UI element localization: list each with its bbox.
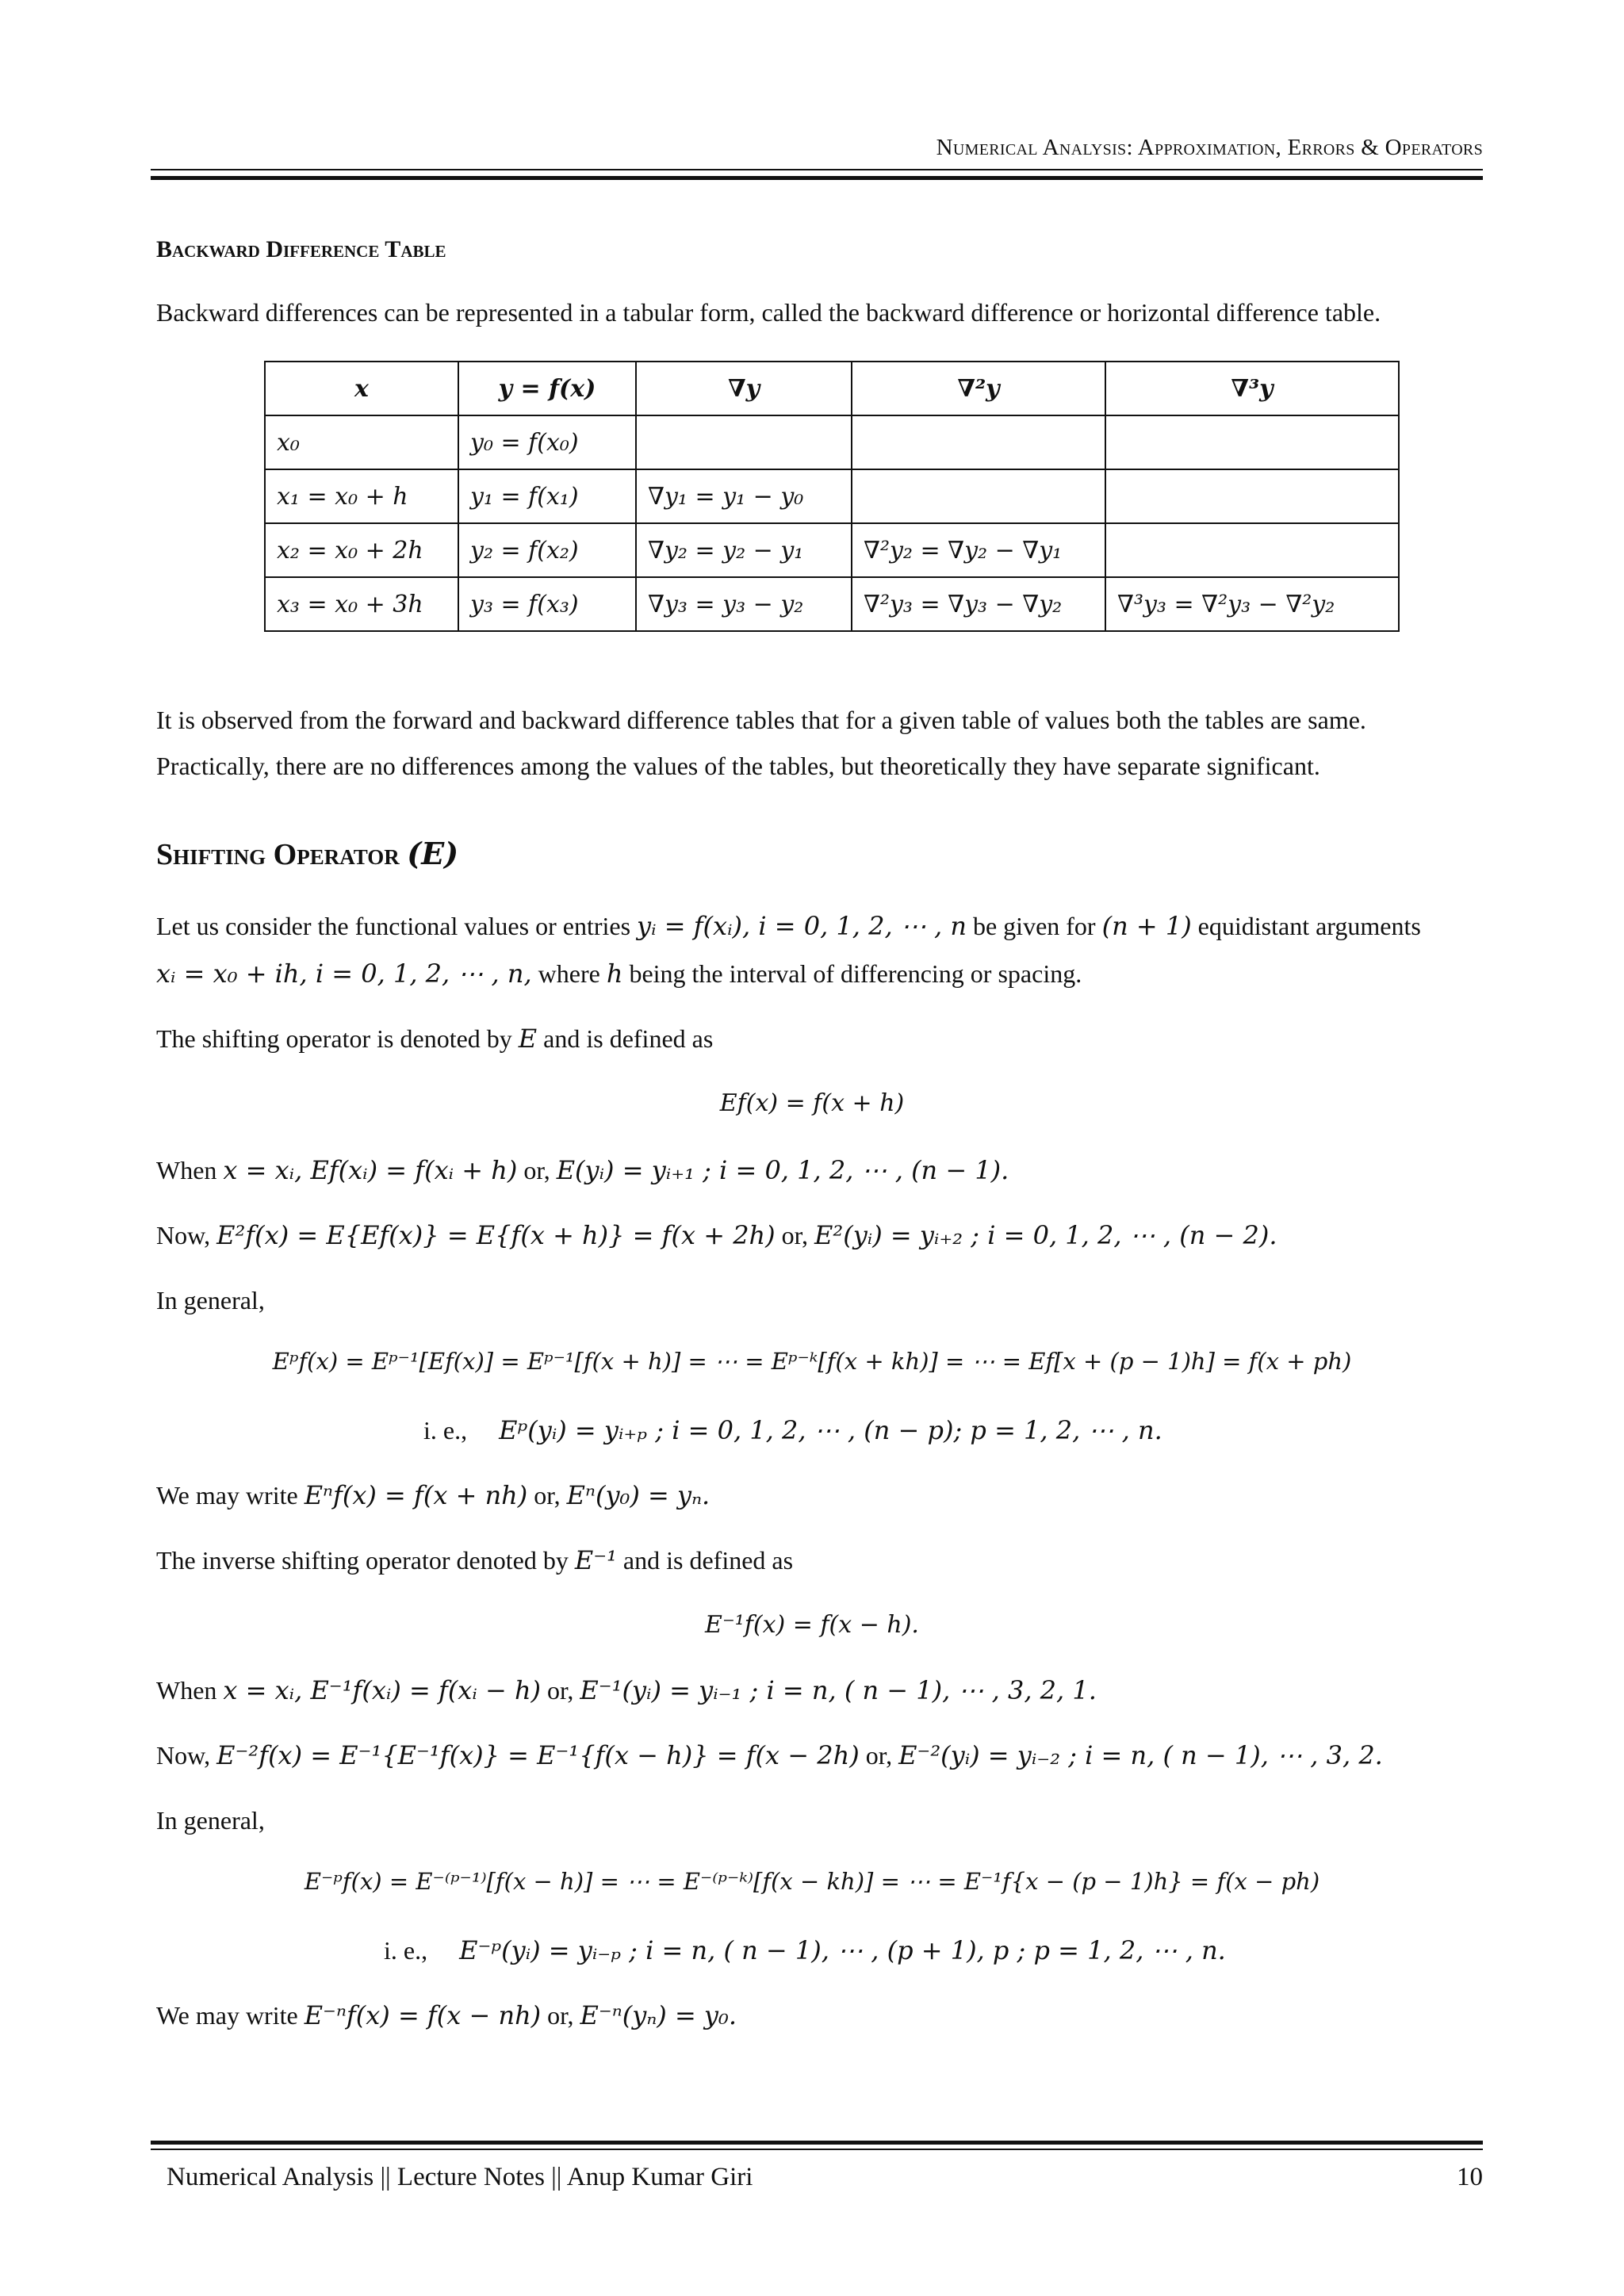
in-general-1: In general, xyxy=(156,1286,265,1314)
equation-general-inverse: E⁻ᵖf(x) = E⁻⁽ᵖ⁻¹⁾[f(x − h)] = ⋯ = E⁻⁽ᵖ⁻ᵏ⁾[f(x − kh)] = ⋯ = E⁻¹f{x − (p − 1)h} = f(x − ph) xyxy=(304,1868,1320,1895)
observation-line-2: Practically, there are no differences among the values of the tables, but theoretically they have separate significant. xyxy=(156,752,1320,780)
para-entries-line-1 xyxy=(156,910,1421,943)
table-header-cell: x xyxy=(265,362,458,415)
math-inline: Eⁿ(y₀) = yₙ. xyxy=(566,1480,710,1510)
text: Now, xyxy=(156,1221,217,1249)
table-row xyxy=(265,415,1399,469)
table-cell xyxy=(1105,523,1399,577)
table-cell: x₁ = x₀ + h xyxy=(265,469,458,523)
backward-difference-table xyxy=(264,361,1400,632)
math-inline: xᵢ = x₀ + ih, i = 0, 1, 2, ⋯ , n, xyxy=(156,959,532,989)
we-may-write-2 xyxy=(156,1999,737,2033)
text: or, xyxy=(775,1221,815,1249)
table-row xyxy=(265,523,1399,577)
math-inline: E(yᵢ) = yᵢ₊₁ ; i = 0, 1, 2, ⋯ , (n − 1). xyxy=(556,1155,1009,1185)
now-line-1 xyxy=(156,1219,1277,1253)
math-inline: E xyxy=(518,1024,538,1054)
table-cell: y₁ = f(x₁) xyxy=(458,469,636,523)
equation-inverse-definition: E⁻¹f(x) = f(x − h). xyxy=(705,1611,919,1639)
math-inline: E⁻¹ xyxy=(574,1545,617,1575)
math-inline: E⁻²(yᵢ) = yᵢ₋₂ ; i = n, ( n − 1), ⋯ , 3, 2. xyxy=(898,1740,1383,1770)
table-cell: ∇²y₂ = ∇y₂ − ∇y₁ xyxy=(852,523,1105,577)
text: The shifting operator is denoted by xyxy=(156,1024,519,1053)
text: Let us consider the functional values or entries xyxy=(156,912,638,940)
table-cell: ∇y₁ = y₁ − y₀ xyxy=(636,469,852,523)
in-general-2: In general, xyxy=(156,1806,265,1835)
section-heading-shifting-operator xyxy=(156,836,458,872)
math-inline: Eⁿf(x) = f(x + nh) xyxy=(304,1480,528,1510)
text: being the interval of differencing or spacing. xyxy=(622,959,1082,988)
equation-shift-definition: Ef(x) = f(x + h) xyxy=(719,1089,905,1117)
math-inline: E²(yᵢ) = yᵢ₊₂ ; i = 0, 1, 2, ⋯ , (n − 2). xyxy=(814,1220,1277,1250)
math-inline: E⁻ⁿ(yₙ) = y₀. xyxy=(580,2000,737,2030)
table-cell: x₃ = x₀ + 3h xyxy=(265,577,458,631)
table-cell: x₂ = x₀ + 2h xyxy=(265,523,458,577)
footer-text: Numerical Analysis || Lecture Notes || Anup Kumar Giri xyxy=(167,2163,753,2191)
math-inline: x = xᵢ, Ef(xᵢ) = f(xᵢ + h) xyxy=(223,1155,518,1185)
table-cell: x₀ xyxy=(265,415,458,469)
text: be given for xyxy=(966,912,1102,940)
math-inline: E⁻²f(x) = E⁻¹{E⁻¹f(x)} = E⁻¹{f(x − h)} = f(x − 2h) xyxy=(216,1740,860,1770)
footer-rule-thin xyxy=(151,2149,1483,2150)
table-cell xyxy=(636,415,852,469)
header-rule-thin xyxy=(151,169,1483,170)
page-number: 10 xyxy=(1457,2163,1483,2191)
backward-table-intro: Backward differences can be represented in a tabular form, called the backward difference or horizontal difference table. xyxy=(156,298,1381,327)
para-shifting-definition xyxy=(156,1023,713,1056)
math-inline: x = xᵢ, E⁻¹f(xᵢ) = f(xᵢ − h) xyxy=(223,1675,542,1705)
observation-line-1: It is observed from the forward and backward difference tables that for a given table of values both the tables are same. xyxy=(156,706,1366,734)
inverse-definition xyxy=(156,1544,793,1578)
table-row xyxy=(265,577,1399,631)
math-inline: E²f(x) = E{Ef(x)} = E{f(x + h)} = f(x + 2h) xyxy=(216,1220,776,1250)
now-line-2 xyxy=(156,1739,1383,1773)
math-inline: E⁻ⁿf(x) = f(x − nh) xyxy=(304,2000,542,2030)
section-heading-backward-table: Backward Difference Table xyxy=(156,236,446,262)
text: or, xyxy=(541,1676,580,1705)
text: equidistant arguments xyxy=(1191,912,1421,940)
math-inline: yᵢ = f(xᵢ), i = 0, 1, 2, ⋯ , n xyxy=(637,911,967,941)
table-cell: ∇³y₃ = ∇²y₃ − ∇²y₂ xyxy=(1105,577,1399,631)
table-header-cell: ∇²y xyxy=(852,362,1105,415)
math-inline: Eᵖ(yᵢ) = yᵢ₊ₚ ; i = 0, 1, 2, ⋯ , (n − p); p = 1, 2, ⋯ , n. xyxy=(499,1415,1162,1445)
text: i. e., xyxy=(423,1416,468,1445)
footer-rule-thick xyxy=(151,2141,1483,2145)
text: or, xyxy=(527,1481,567,1510)
text: We may write xyxy=(156,2001,304,2030)
table-header-cell: ∇³y xyxy=(1105,362,1399,415)
shifting-heading-text: Shifting Operator xyxy=(156,838,408,871)
when-line-1 xyxy=(156,1154,1009,1188)
text: where xyxy=(531,959,607,988)
table-header-row xyxy=(265,362,1399,415)
math-inline: E⁻¹(yᵢ) = yᵢ₋₁ ; i = n, ( n − 1), ⋯ , 3, 2, 1. xyxy=(580,1675,1097,1705)
math-inline: E⁻ᵖ(yᵢ) = yᵢ₋ₚ ; i = n, ( n − 1), ⋯ , (p + 1), p ; p = 1, 2, ⋯ , n. xyxy=(459,1935,1226,1965)
table-cell xyxy=(1105,415,1399,469)
table-row xyxy=(265,469,1399,523)
table-cell: y₀ = f(x₀) xyxy=(458,415,636,469)
text: or, xyxy=(859,1741,899,1770)
text: i. e., xyxy=(384,1936,428,1965)
text: When xyxy=(156,1676,224,1705)
header-rule-thick xyxy=(151,176,1483,180)
text: and is defined as xyxy=(537,1024,714,1053)
table-cell xyxy=(852,415,1105,469)
table-cell: y₃ = f(x₃) xyxy=(458,577,636,631)
table-header-cell: ∇y xyxy=(636,362,852,415)
table-cell: ∇²y₃ = ∇y₃ − ∇y₂ xyxy=(852,577,1105,631)
equation-general-forward: Eᵖf(x) = Eᵖ⁻¹[Ef(x)] = Eᵖ⁻¹[f(x + h)] = ⋯ = Eᵖ⁻ᵏ[f(x + kh)] = ⋯ = Ef[x + (p − 1)h] = f(x + ph) xyxy=(272,1348,1352,1375)
shifting-heading-symbol: (E) xyxy=(407,836,459,871)
math-inline: h xyxy=(606,959,623,989)
table-header-cell: y = f(x) xyxy=(458,362,636,415)
math-inline: (n + 1) xyxy=(1101,911,1192,941)
text: The inverse shifting operator denoted by xyxy=(156,1546,575,1575)
para-entries-line-2 xyxy=(156,958,1082,991)
table-cell: y₂ = f(x₂) xyxy=(458,523,636,577)
text: Now, xyxy=(156,1741,217,1770)
text: or, xyxy=(517,1156,557,1184)
text: or, xyxy=(541,2001,580,2030)
table-cell xyxy=(852,469,1105,523)
ie-line-2 xyxy=(384,1934,1226,1968)
text: and is defined as xyxy=(616,1546,794,1575)
text: When xyxy=(156,1156,224,1184)
text: We may write xyxy=(156,1481,304,1510)
ie-line-1 xyxy=(423,1414,1162,1448)
table-cell: ∇y₂ = y₂ − y₁ xyxy=(636,523,852,577)
running-header: Numerical Analysis: Approximation, Errors & Operators xyxy=(936,135,1483,160)
table-cell: ∇y₃ = y₃ − y₂ xyxy=(636,577,852,631)
table-cell xyxy=(1105,469,1399,523)
we-may-write-1 xyxy=(156,1479,710,1513)
when-line-2 xyxy=(156,1674,1097,1708)
